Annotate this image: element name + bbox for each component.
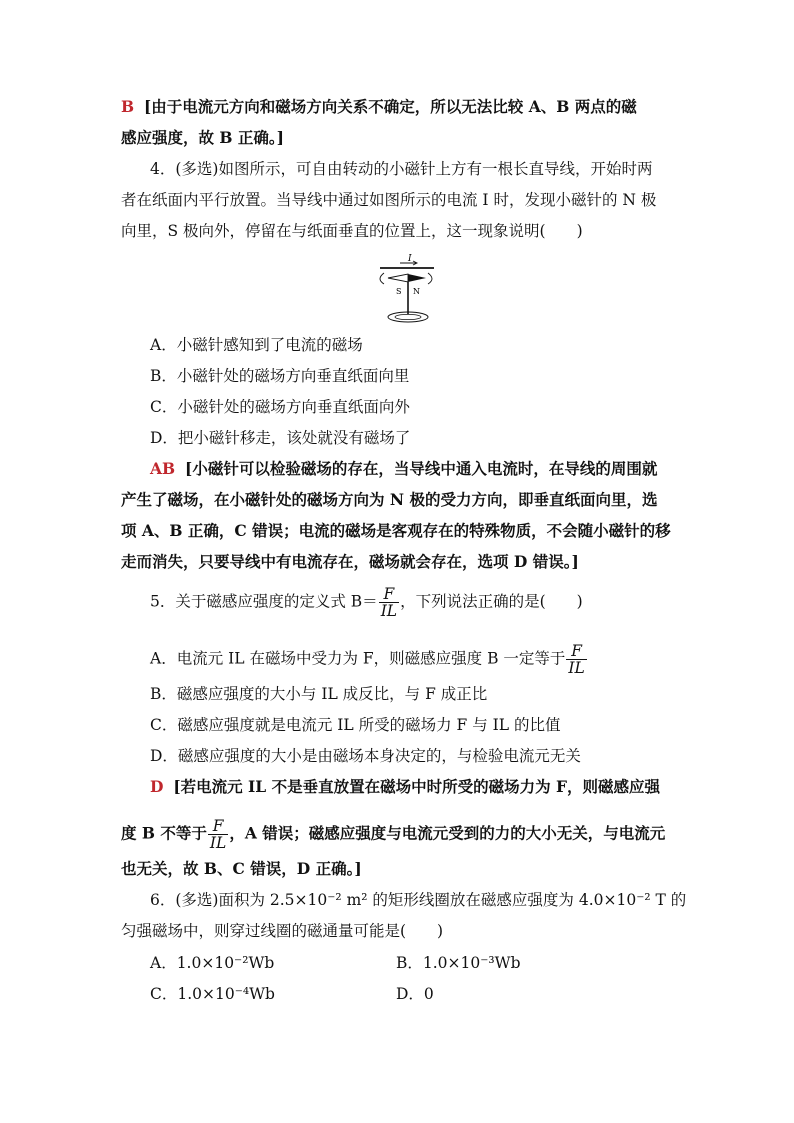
q4-answer-line-2: 产生了磁场，在小磁针处的磁场方向为 N 极的受力方向，即垂直纸面向里，选 <box>121 490 658 509</box>
fraction-numerator: F <box>566 643 586 660</box>
compass-wire-figure <box>370 252 442 326</box>
q4-answer-line-4: 走而消失，只要导线中有电流存在，磁场就会存在，选项 D 错误。] <box>121 552 579 571</box>
q5-option-b: B．磁感应强度的大小与 IL 成反比，与 F 成正比 <box>150 685 488 703</box>
q4-stem-2: 者在纸面内平行放置。当导线中通过如图所示的电流 I 时，发现小磁针的 N 极 <box>121 191 657 209</box>
q5-option-a-fraction <box>566 643 586 676</box>
q6-stem-2: 匀强磁场中，则穿过线圈的磁通量可能是( ) <box>121 922 444 940</box>
fraction-numerator: F <box>208 818 228 835</box>
q5-stem-fraction <box>379 586 399 619</box>
q5-option-a <box>150 643 706 676</box>
needle-n-half <box>408 274 426 282</box>
q4-answer-line-3: 项 A、B 正确，C 错误；电流的磁场是客观存在的特殊物质，不会随小磁针的移 <box>121 521 671 540</box>
q5-stem <box>150 586 706 619</box>
q4-answer-line-1 <box>150 459 706 479</box>
q5-option-d: D．磁感应强度的大小是由磁场本身决定的，与检验电流元无关 <box>150 747 581 765</box>
q4-answer-letter: AB <box>150 459 176 478</box>
q4-option-b: B．小磁针处的磁场方向垂直纸面向里 <box>150 367 410 385</box>
q5-answer-line-1 <box>150 777 706 797</box>
figure-current-label: I <box>408 254 412 264</box>
fraction-denominator: IL <box>568 659 585 677</box>
q4-option-c: C．小磁针处的磁场方向垂直纸面向外 <box>150 398 410 416</box>
q5-answer-letter: D <box>150 777 164 796</box>
q5-answer-text-1: [若电流元 IL 不是垂直放置在磁场中时所受的磁场力为 F，则磁感应强 <box>173 777 660 796</box>
q6-option-c: C．1.0×10⁻⁴Wb <box>150 985 275 1003</box>
fraction-denominator: IL <box>209 834 227 852</box>
q3-answer-text-1: [由于电流元方向和磁场方向关系不确定，所以无法比较 A、B 两点的磁 <box>143 97 637 116</box>
q4-stem-1: 4．(多选)如图所示，可自由转动的小磁针上方有一根长直导线，开始时两 <box>150 160 653 178</box>
q5-answer-line-2 <box>121 818 677 851</box>
q4-option-d: D．把小磁针移走，该处就没有磁场了 <box>150 429 411 447</box>
q6-option-d: D．0 <box>396 985 434 1003</box>
q4-option-a: A．小磁针感知到了电流的磁场 <box>150 336 363 354</box>
q3-answer-line-1 <box>121 97 677 117</box>
compass-base-inner <box>395 314 421 319</box>
q5-answer-text-2-pre: 度 B 不等于 <box>121 823 207 843</box>
q4-stem-3: 向里，S 极向外，停留在与纸面垂直的位置上，这一现象说明( ) <box>121 222 583 240</box>
q5-stem-pre: 5．关于磁感应强度的定义式 B＝ <box>150 592 378 611</box>
q6-stem-1: 6．(多选)面积为 2.5×10⁻² m² 的矩形线圈放在磁感应强度为 4.0×10⁻² T 的 <box>150 891 687 909</box>
q5-stem-post: ，下列说法正确的是( ) <box>400 592 583 611</box>
q4-answer-text-1: [小磁针可以检验磁场的存在，当导线中通入电流时，在导线的周围就 <box>185 459 658 478</box>
fraction-denominator: IL <box>380 602 398 620</box>
fraction-numerator: F <box>379 586 399 603</box>
q5-option-c: C．磁感应强度就是电流元 IL 所受的磁场力 F 与 IL 的比值 <box>150 716 561 734</box>
q3-answer-line-2: 感应强度，故 B 正确。] <box>121 128 284 147</box>
q3-answer-letter: B <box>121 97 135 116</box>
figure-s-label: S <box>396 287 402 296</box>
q5-answer-line-3: 也无关，故 B、C 错误，D 正确。] <box>121 859 362 878</box>
rotation-arc-right-icon <box>428 273 432 284</box>
q6-option-b: B．1.0×10⁻³Wb <box>396 954 521 972</box>
needle-s-half <box>388 274 408 282</box>
figure-n-label: N <box>413 287 420 296</box>
rotation-arc-left-icon <box>380 273 384 284</box>
q5-option-a-text: A．电流元 IL 在磁场中受力为 F，则磁感应强度 B 一定等于 <box>150 649 566 668</box>
q6-option-a: A．1.0×10⁻²Wb <box>150 954 275 972</box>
q5-answer-text-2-post: ，A 错误；磁感应强度与电流元受到的力的大小无关，与电流元 <box>229 823 666 843</box>
q5-answer-fraction <box>208 818 228 851</box>
